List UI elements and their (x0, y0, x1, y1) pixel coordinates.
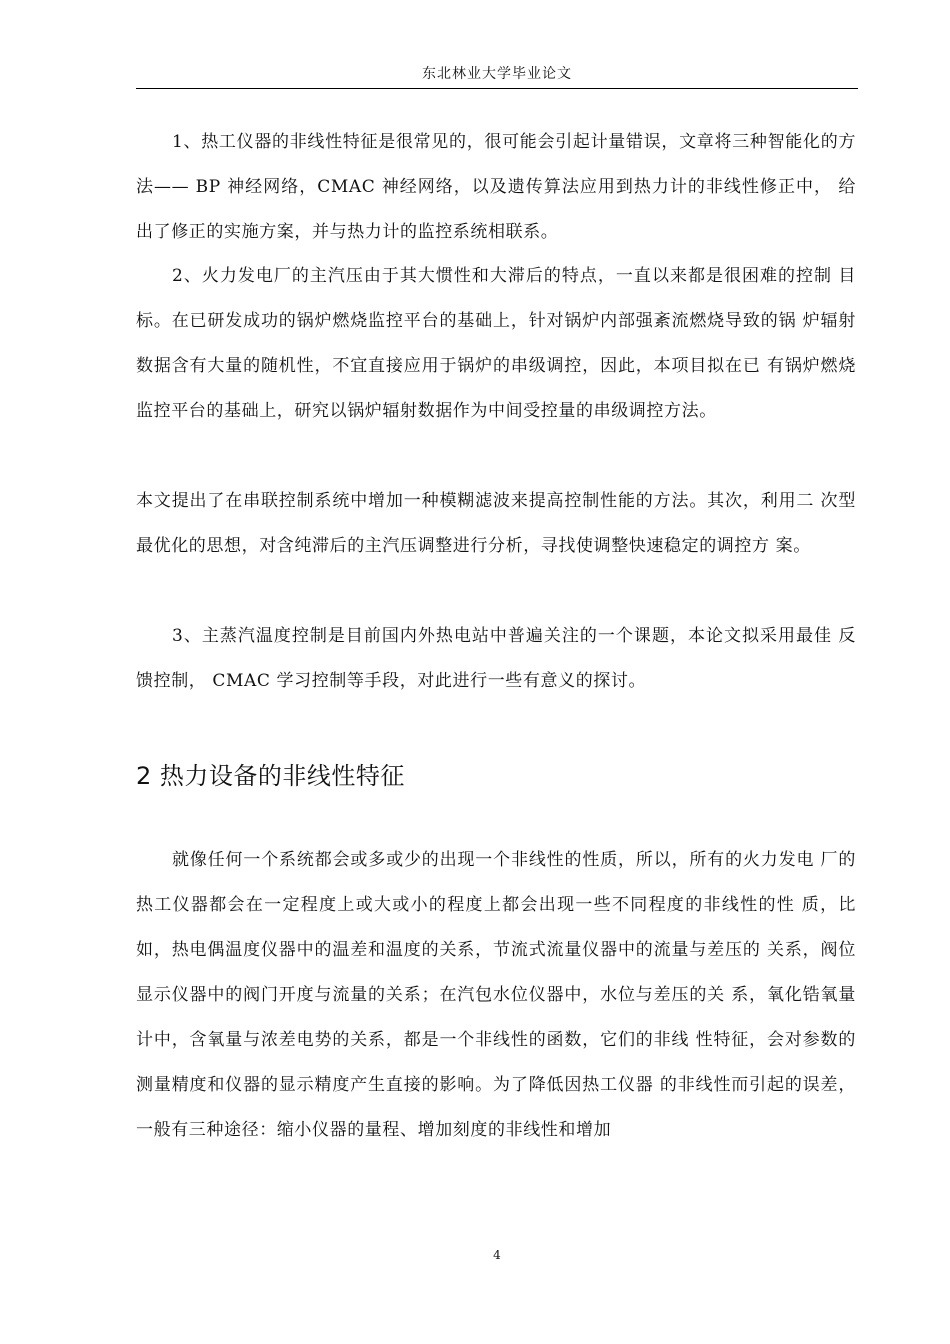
paragraph-1: 1、热工仪器的非线性特征是很常见的，很可能会引起计量错误，文章将三种智能化的方法—— BP 神经网络，CMAC 神经网络，以及遗传算法应用到热力计的非线性修正中， 给出了修正的实施方案，并与热力计的监控系统相联系。 (136, 132, 856, 242)
paragraph-3: 本文提出了在串联控制系统中增加一种模糊滤波来提高控制性能的方法。其次，利用二 次型最优化的思想，对含纯滞后的主汽压调整进行分析，寻找使调整快速稳定的调控方 案。 (136, 491, 856, 556)
header-rule (136, 88, 858, 89)
section-paragraph: 就像任何一个系统都会或多或少的出现一个非线性的性质，所以，所有的火力发电 厂的热工仪器都会在一定程度上或大或小的程度上都会出现一些不同程度的非线性的性 质，比如，热电偶温度仪器中的温差和温度的关系，节流式流量仪器中的流量与差压的 关系，阀位显示仪器中的阀门开度与流量的关系；在汽包水位仪器中，水位与差压的关 系，氧化锆氧量计中，含氧量与浓差电势的关系，都是一个非线性的函数，它们的非线 性特征，会对参数的测量精度和仪器的显示精度产生直接的影响。为了降低因热工仪器 的非线性而引起的误差，一般有三种途径：缩小仪器的量程、增加刻度的非线性和增加 (136, 850, 856, 1140)
paragraph-2: 2、火力发电厂的主汽压由于其大惯性和大滞后的特点，一直以来都是很困难的控制 目标。在已研发成功的锅炉燃烧监控平台的基础上，针对锅炉内部强紊流燃烧导致的锅 炉辐射数据含有大量的随机性，不宜直接应用于锅炉的串级调控，因此，本项目拟在已 有锅炉燃烧监控平台的基础上，研究以锅炉辐射数据作为中间受控量的串级调控方法。 (136, 266, 856, 421)
paragraph-4: 3、主蒸汽温度控制是目前国内外热电站中普遍关注的一个课题，本论文拟采用最佳 反馈控制， CMAC 学习控制等手段，对此进行一些有意义的探讨。 (136, 626, 856, 691)
page-header: 东北林业大学毕业论文 (422, 66, 572, 82)
section-heading: 2 热力设备的非线性特征 (136, 762, 405, 790)
page-number: 4 (493, 1248, 501, 1262)
